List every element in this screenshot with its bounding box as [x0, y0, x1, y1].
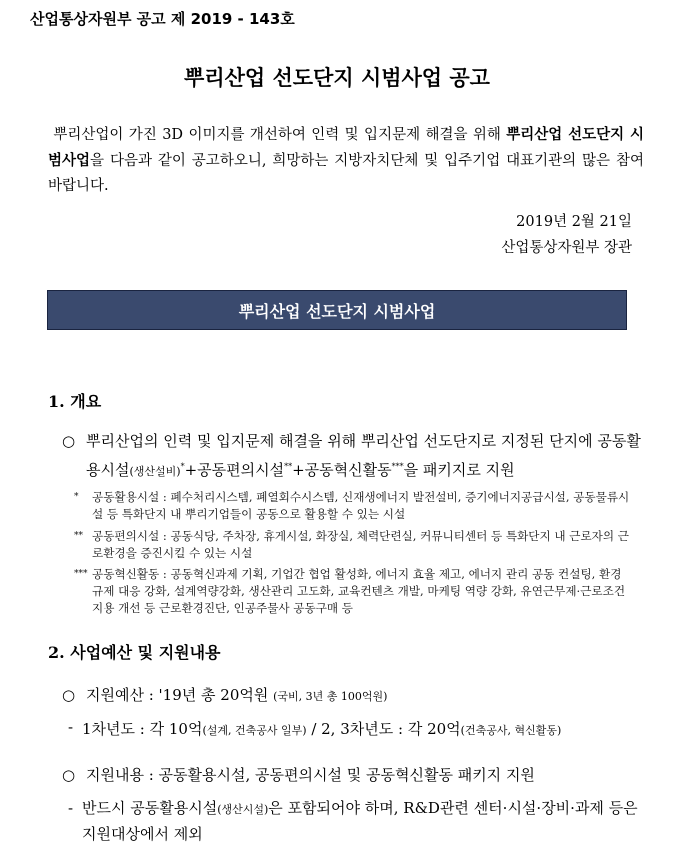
overview-text-b: +공동편의시설 [184, 461, 285, 479]
intro-bold: 뿌리산업 선도단지 시범사업 [48, 126, 644, 169]
footnote-ref-2: ** [284, 462, 293, 471]
overview-text-a: 뿌리산업의 인력 및 입지문제 해결을 위해 뿌리산업 선도단지로 지정된 단지에 공동활용시설 [86, 432, 641, 479]
footnote-text: 공동활용시설 : 폐수처리시스템, 폐열회수시스템, 신재생에너지 발전설비, 증기에너지공급시설, 공동물류시설 등 특화단지 내 뿌리기업들이 공동으로 활용할 수 있는 시설 [92, 490, 630, 521]
overview-text-d: 을 패키지로 지원 [403, 461, 515, 479]
footnote-mark: *** [74, 569, 88, 579]
budget-year1: 1차년도 : 각 10억 [82, 720, 203, 738]
support-detail-b: 은 포함되어야 하며, R&D관련 센터·시설·장비·과제 등은 지원대상에서 제외 [82, 799, 638, 843]
intro-text-2: 을 다음과 같이 공고하오니, 희망하는 지방자치단체 및 입주기업 대표기관의 많은 참여 바랍니다. [48, 153, 644, 194]
overview-text-c: +공동혁신활동 [292, 461, 392, 479]
banner-label: 뿌리산업 선도단지 시범사업 [238, 301, 436, 321]
budget-year23: / 2, 3차년도 : 각 20억 [306, 720, 461, 738]
intro-paragraph [48, 122, 644, 199]
footnote-mark: * [74, 492, 79, 502]
dash-bullet-icon: - [68, 799, 74, 817]
budget-text-small: (국비, 3년 총 100억원) [273, 690, 388, 703]
notice-date: 2019년 2월 21일 [516, 214, 632, 230]
footnote-mark: ** [74, 531, 83, 541]
footnote-3 [74, 566, 630, 617]
support-detail-a: 반드시 공동활용시설 [82, 799, 218, 817]
budget-detail [68, 718, 648, 739]
budget-year1-note: (설계, 건축공사 일부) [202, 724, 307, 737]
budget-bullet [62, 683, 642, 709]
notice-number: 산업통상자원부 공고 제 2019 - 143호 [30, 10, 295, 28]
budget-text: 지원예산 : '19년 총 20억원 [86, 686, 274, 704]
overview-bullet [62, 429, 642, 484]
circle-bullet-icon: ○ [62, 766, 76, 784]
section-2-heading: 2. 사업예산 및 지원내용 [48, 643, 221, 662]
support-content-text: 지원내용 : 공동활용시설, 공동편의시설 및 공동혁신활동 패키지 지원 [86, 766, 535, 784]
footnote-2 [74, 528, 630, 562]
footnote-ref-1: * [180, 462, 185, 471]
section-1-heading: 1. 개요 [48, 392, 102, 411]
support-content-bullet [62, 763, 642, 788]
dash-bullet-icon: - [68, 718, 74, 736]
support-detail-small: (생산시설) [217, 803, 269, 816]
footnote-ref-3: *** [391, 462, 404, 471]
footnote-text: 공동편의시설 : 공동식당, 주차장, 휴게시설, 화장실, 체력단련실, 커뮤니티센터 등 특화단지 내 근로자의 근로환경을 증진시킬 수 있는 시설 [92, 529, 629, 560]
budget-year23-note: (건축공사, 혁신활동) [460, 724, 562, 737]
overview-text-small: (생산설비) [129, 465, 181, 478]
footnote-text: 공동혁신활동 : 공동혁신과제 기획, 기업간 협업 활성화, 에너지 효율 제고, 에너지 관리 공동 컨설팅, 환경규제 대응 강화, 설계역량강화, 생산관리 고도화, 교육컨텐츠 개발, 마케팅 역량 강화, 유연근무제·근로조건 지용 개선 등 근로환경진단, 인공주물사 공동구매 등 [92, 567, 626, 615]
circle-bullet-icon: ○ [62, 686, 76, 704]
footnote-1 [74, 489, 630, 523]
circle-bullet-icon: ○ [62, 432, 76, 450]
issuer-name: 산업통상자원부 장관 [501, 240, 632, 256]
intro-text-1: 뿌리산업이 가진 3D 이미지를 개선하여 인력 및 입지문제 해결을 위해 [53, 127, 507, 143]
support-content-detail [68, 796, 640, 847]
section-banner [47, 290, 627, 330]
document-title: 뿌리산업 선도단지 시범사업 공고 [184, 66, 490, 90]
